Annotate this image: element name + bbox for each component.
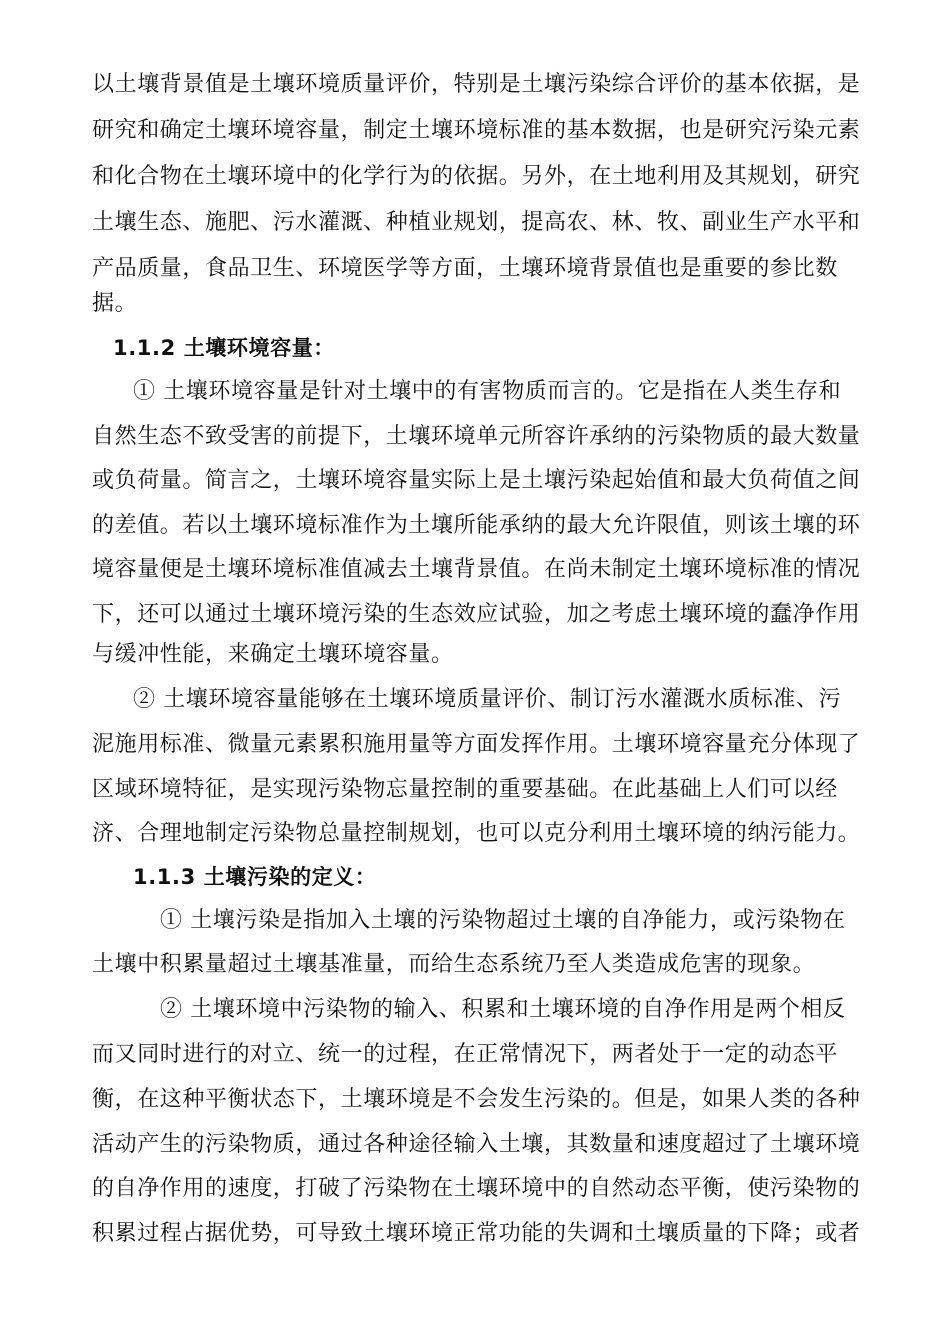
- paragraph-line: 研究和确定土壤环境容量，制定土壤环境标准的基本数据，也是研究污染元素: [92, 118, 861, 143]
- paragraph-line: ② 土壤环境中污染物的输入、积累和土壤环境的自净作用是两个相反: [160, 997, 846, 1022]
- paragraph-line: 活动产生的污染物质，通过各种途径输入土壤，其数量和速度超过了土壤环境: [92, 1132, 861, 1157]
- paragraph-line: 自然生态不致受害的前提下，土壤环境单元所容许承纳的污染物质的最大数量: [92, 424, 861, 449]
- section-heading-1-1-2: 1.1.2 土壤环境容量：: [113, 336, 335, 360]
- paragraph-line: ② 土壤环境容量能够在土壤环境质量评价、制订污水灌溉水质标准、污: [133, 687, 842, 712]
- paragraph-line: 土壤中积累量超过土壤基准量，而给生态系统乃至人类造成危害的现象。: [92, 952, 816, 977]
- paragraph-line: ① 土壤污染是指加入土壤的污染物超过土壤的自净能力，或污染物在: [160, 908, 846, 933]
- paragraph-line: 土壤生态、施肥、污水灌溉、种植业规划，提高农、林、牧、副业生产水平和: [92, 210, 861, 235]
- paragraph-line: 据。: [92, 291, 138, 316]
- paragraph-line: ① 土壤环境容量是针对土壤中的有害物质而言的。它是指在人类生存和: [133, 379, 842, 404]
- paragraph-line: 和化合物在土壤环境中的化学行为的依据。另外，在土地利用及其规划，研究: [92, 164, 861, 189]
- paragraph-line: 与缓冲性能，来确定土壤环境容量。: [92, 642, 454, 667]
- paragraph-line: 积累过程占据优势，可导致土壤环境正常功能的失调和土壤质量的下降；或者: [92, 1221, 861, 1246]
- paragraph-line: 泥施用标准、微量元素累积施用量等方面发挥作用。土壤环境容量充分体现了: [92, 732, 861, 757]
- paragraph-line: 或负荷量。简言之，土壤环境容量实际上是土壤污染起始值和最大负荷值之间: [92, 468, 861, 493]
- paragraph-line: 衡，在这种平衡状态下，土壤环境是不会发生污染的。但是，如果人类的各种: [92, 1087, 861, 1112]
- paragraph-line: 下，还可以通过土壤环境污染的生态效应试验，加之考虑土壤环境的蠢净作用: [92, 602, 861, 627]
- paragraph-line: 区域环境特征，是实现污染物忘量控制的重要基础。在此基础上人们可以经: [92, 777, 838, 802]
- paragraph-line: 境容量便是土壤环境标准值减去土壤背景值。在尚未制定土壤环境标准的情况: [92, 557, 861, 582]
- paragraph-line: 济、合理地制定污染物总量控制规划，也可以克分利用土壤环境的纳污能力。: [92, 821, 861, 846]
- section-heading-1-1-3: 1.1.3 土壤污染的定义：: [133, 865, 377, 889]
- paragraph-line: 产品质量，食品卫生、环境医学等方面，土壤环境背景值也是重要的参比数: [92, 256, 838, 281]
- paragraph-line: 以土壤背景值是土壤环境质量评价，特别是土壤污染综合评价的基本依据，是: [92, 72, 861, 97]
- paragraph-line: 的差值。若以土壤环境标准作为土壤所能承纳的最大允许限值，则该土壤的环: [92, 513, 861, 538]
- paragraph-line: 而又同时进行的对立、统一的过程，在正常情况下，两者处于一定的动态平: [92, 1042, 838, 1067]
- paragraph-line: 的自净作用的速度，打破了污染物在土壤环境中的自然动态平衡，使污染物的: [92, 1176, 861, 1201]
